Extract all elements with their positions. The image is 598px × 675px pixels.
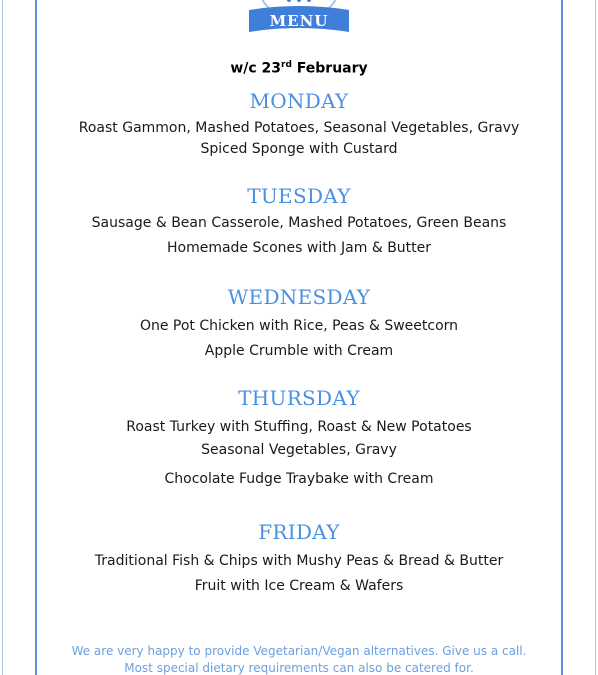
day-heading-tuesday: TUESDAY bbox=[247, 184, 351, 208]
week-commencing bbox=[0, 60, 598, 77]
menu-item: One Pot Chicken with Rice, Peas & Sweetcorn bbox=[139, 318, 459, 334]
menu-item: Seasonal Vegetables, Gravy bbox=[201, 442, 397, 458]
menu-item: Fruit with Ice Cream & Wafers bbox=[194, 578, 404, 594]
day-heading-monday: MONDAY bbox=[249, 89, 349, 113]
week-month: February bbox=[291, 60, 368, 77]
week-date: w/c 23 bbox=[230, 60, 282, 77]
day-heading-friday: FRIDAY bbox=[258, 520, 340, 544]
menu-item: Traditional Fish & Chips with Mushy Peas & Bread & Butter bbox=[94, 553, 504, 569]
menu-item: Spiced Sponge with Custard bbox=[200, 141, 398, 157]
dietary-note-line-1: We are very happy to provide Vegetarian/Vegan alternatives. Give us a call. bbox=[71, 644, 527, 658]
dietary-note-line-2: Most special dietary requirements can also be catered for. bbox=[124, 661, 474, 675]
week-date-suffix: rd bbox=[281, 60, 292, 70]
menu-logo bbox=[247, 0, 351, 34]
menu-item: Apple Crumble with Cream bbox=[204, 343, 394, 359]
menu-item: Roast Gammon, Mashed Potatoes, Seasonal Vegetables, Gravy bbox=[78, 120, 520, 136]
menu-item: Sausage & Bean Casserole, Mashed Potatoes, Green Beans bbox=[91, 215, 507, 231]
day-heading-thursday: THURSDAY bbox=[238, 386, 360, 410]
menu-logo-text: MENU bbox=[269, 12, 329, 30]
menu-item: Homemade Scones with Jam & Butter bbox=[166, 240, 432, 256]
menu-item: Chocolate Fudge Traybake with Cream bbox=[164, 471, 434, 487]
day-heading-wednesday: WEDNESDAY bbox=[227, 285, 371, 309]
menu-item: Roast Turkey with Stuffing, Roast & New Potatoes bbox=[126, 419, 472, 435]
